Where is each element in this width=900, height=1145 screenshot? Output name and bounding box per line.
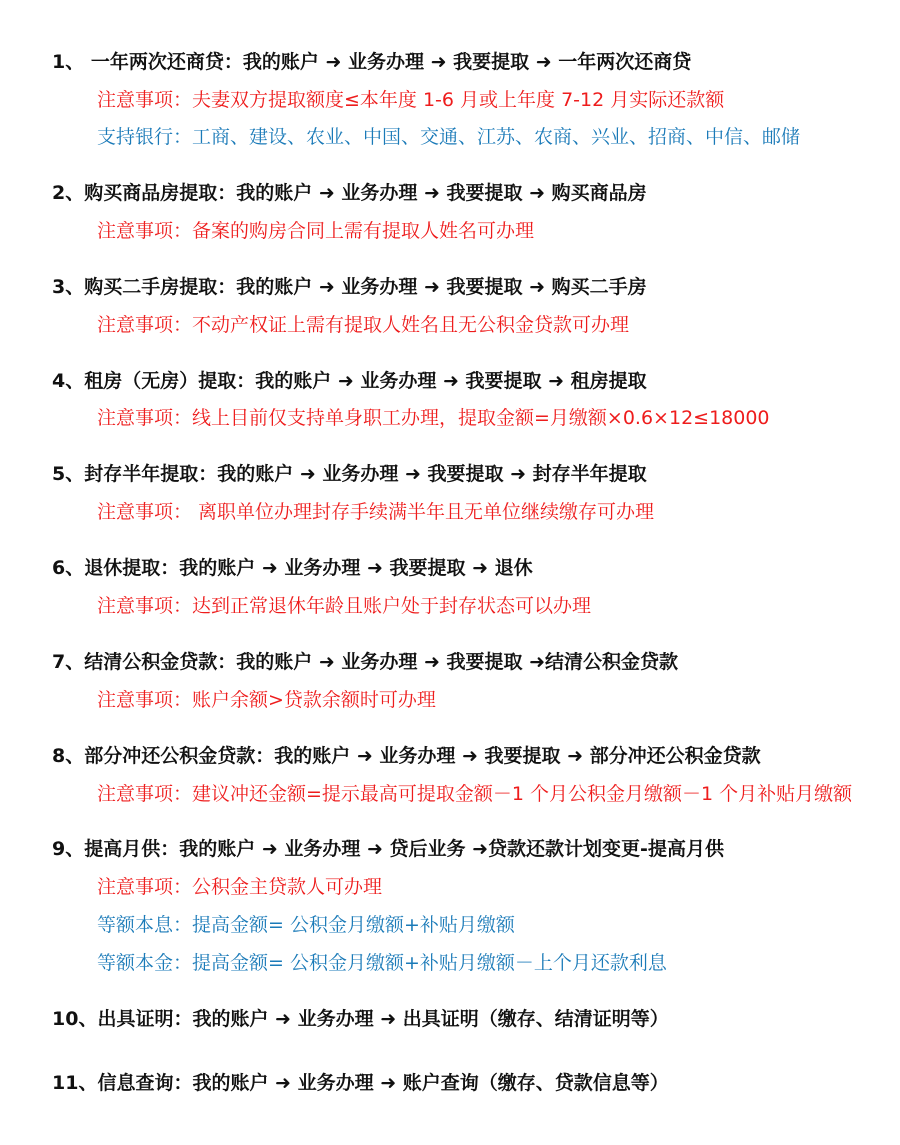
item-7-note: 注意事项：账户余额>贷款余额时可办理	[97, 689, 436, 711]
item-9-heading: 9、提高月供：我的账户 ➜ 业务办理 ➜ 贷后业务 ➜贷款还款计划变更-提高月供	[52, 838, 724, 860]
item-11-heading: 11、信息查询：我的账户 ➜ 业务办理 ➜ 账户查询（缴存、贷款信息等）	[52, 1072, 669, 1094]
item-8-heading: 8、部分冲还公积金贷款：我的账户 ➜ 业务办理 ➜ 我要提取 ➜ 部分冲还公积金贷款	[52, 745, 761, 767]
item-6-note: 注意事项：达到正常退休年龄且账户处于封存状态可以办理	[97, 595, 592, 617]
item-2-note: 注意事项：备案的购房合同上需有提取人姓名可办理	[97, 220, 535, 242]
item-5-heading: 5、封存半年提取：我的账户 ➜ 业务办理 ➜ 我要提取 ➜ 封存半年提取	[52, 463, 647, 485]
item-3-note: 注意事项：不动产权证上需有提取人姓名且无公积金贷款可办理	[97, 314, 630, 336]
item-9-equal-principal: 等额本金：提高金额= 公积金月缴额+补贴月缴额－上个月还款利息	[97, 952, 667, 974]
item-4-note: 注意事项：线上目前仅支持单身职工办理，提取金额=月缴额×0.6×12≤18000	[97, 407, 770, 429]
item-6-heading: 6、退休提取：我的账户 ➜ 业务办理 ➜ 我要提取 ➜ 退休	[52, 557, 533, 579]
item-9-note: 注意事项：公积金主贷款人可办理	[97, 876, 383, 898]
item-2-heading: 2、购买商品房提取：我的账户 ➜ 业务办理 ➜ 我要提取 ➜ 购买商品房	[52, 182, 647, 204]
item-4-heading: 4、租房（无房）提取：我的账户 ➜ 业务办理 ➜ 我要提取 ➜ 租房提取	[52, 370, 647, 392]
item-1-note: 注意事项：夫妻双方提取额度≤本年度 1-6 月或上年度 7-12 月实际还款额	[97, 89, 725, 111]
item-7-heading: 7、结清公积金贷款：我的账户 ➜ 业务办理 ➜ 我要提取 ➜结清公积金贷款	[52, 651, 679, 673]
item-1-supported-banks: 支持银行：工商、建设、农业、中国、交通、江苏、农商、兴业、招商、中信、邮储	[97, 126, 801, 148]
item-8-note: 注意事项：建议冲还金额=提示最高可提取金额－1 个月公积金月缴额－1 个月补贴月缴额	[97, 783, 853, 805]
item-9-equal-installment: 等额本息：提高金额= 公积金月缴额+补贴月缴额	[97, 914, 515, 936]
item-10-heading: 10、出具证明：我的账户 ➜ 业务办理 ➜ 出具证明（缴存、结清证明等）	[52, 1008, 669, 1030]
item-5-note: 注意事项： 离职单位办理封存手续满半年且无单位继续缴存可办理	[97, 501, 655, 523]
item-1-heading: 1、 一年两次还商贷：我的账户 ➜ 业务办理 ➜ 我要提取 ➜ 一年两次还商贷	[52, 51, 692, 73]
item-3-heading: 3、购买二手房提取：我的账户 ➜ 业务办理 ➜ 我要提取 ➜ 购买二手房	[52, 276, 647, 298]
